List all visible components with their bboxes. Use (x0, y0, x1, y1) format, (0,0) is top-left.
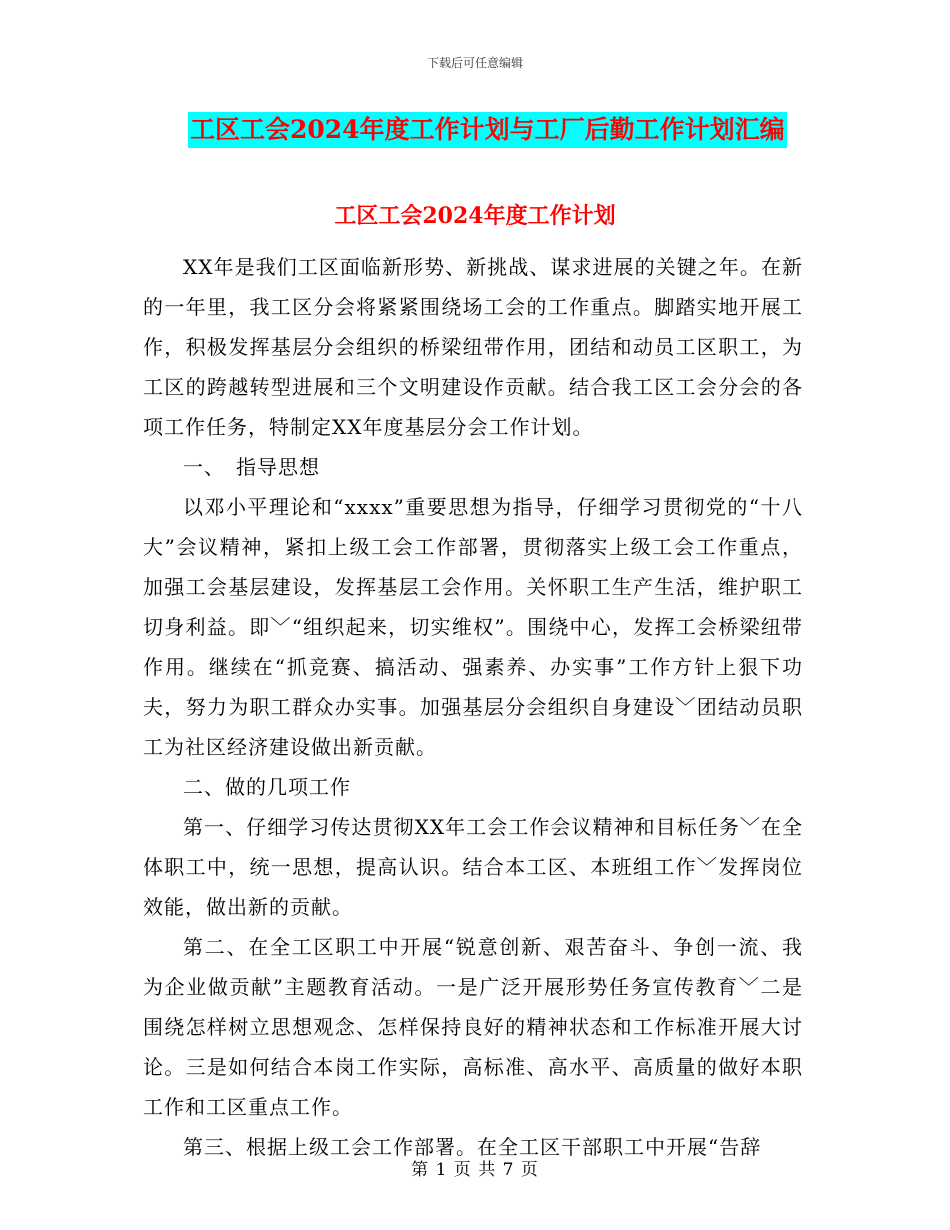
section-title: 工区工会2024年度工作计划 (334, 203, 616, 229)
header-note: 下载后可任意编辑 (426, 56, 523, 70)
paragraph-intro: XX年是我们工区面临新形势、新挑战、谋求进展的关键之年。在新的一年里，我工区分会将紧紧围绕场工会的工作重点。脚踏实地开展工作，积极发挥基层分会组织的桥梁纽带作用，团结和动员工区职工，为工区的跨越转型进展和三个文明建设作贡献。结合我工区工会分会的各项工作任务，特制定XX年度基层分会工作计划。 (143, 255, 803, 439)
paragraph-work-item-1: 第一、仔细学习传达贯彻XX年工会工作会议精神和目标任务﹀在全体职工中，统一思想，提高认识。结合本工区、本班组工作﹀发挥岗位效能，做出新的贡献。 (143, 815, 803, 919)
paragraph-guiding-ideology: 以邓小平理论和“xxxx”重要思想为指导，仔细学习贯彻党的“十八大”会议精神，紧扣上级工会工作部署，贯彻落实上级工会工作重点，加强工会基层建设，发挥基层工会作用。关怀职工生产生活，维护职工切身利益。即﹀“组织起来，切实维权”。围绕中心，发挥工会桥梁纽带作用。继续在“抓竞赛、搞活动、强素养、办实事”工作方针上狠下功夫，努力为职工群众办实事。加强基层分会组织自身建设﹀团结动员职工为社区经济建设做出新贡献。 (143, 495, 803, 759)
heading-work-items: 二、做的几项工作 (183, 775, 351, 799)
page-number-footer: 第 1 页 共 7 页 (411, 1160, 539, 1180)
document-body (143, 247, 803, 1167)
paragraph-work-item-3: 第三、根据上级工会工作部署。在全工区干部职工中开展“告辞 (183, 1135, 762, 1159)
document-title: 工区工会2024年度工作计划与工厂后勤工作计划汇编 (188, 112, 787, 148)
paragraph-work-item-2: 第二、在全工区职工中开展“锐意创新、艰苦奋斗、争创一流、我为企业做贡献”主题教育活动。一是广泛开展形势任务宣传教育﹀二是围绕怎样树立思想观念、怎样保持良好的精神状态和工作标准开展大讨论。三是如何结合本岗工作实际，高标准、高水平、高质量的做好本职工作和工区重点工作。 (143, 935, 803, 1119)
heading-guiding-ideology: 一、 指导思想 (183, 455, 320, 479)
